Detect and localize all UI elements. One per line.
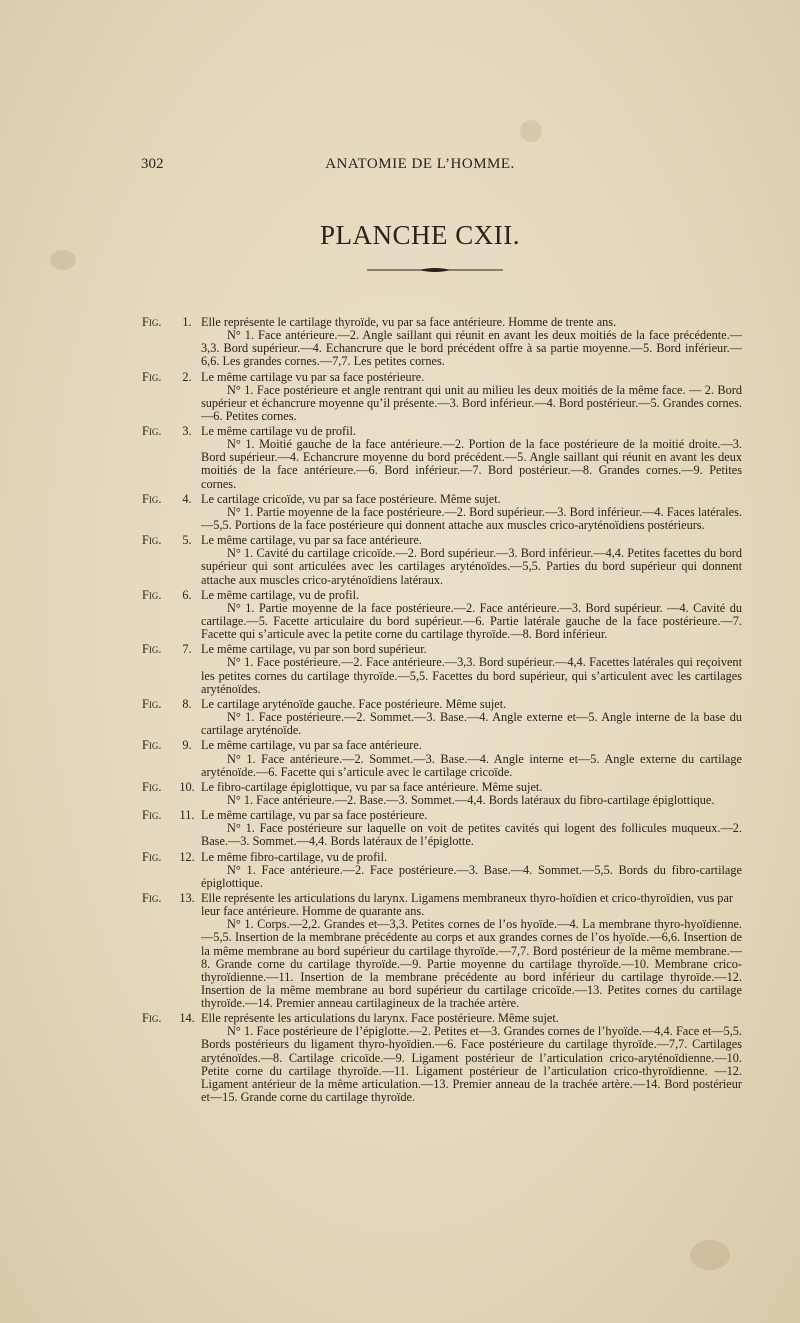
ornamental-rule	[367, 267, 503, 273]
figure-description: Le même cartilage, vu par sa face antérieure.	[201, 533, 422, 548]
figure-entry	[142, 1012, 742, 1104]
paper-stain	[520, 120, 542, 142]
figure-entry	[142, 643, 742, 695]
figure-entry	[142, 698, 742, 737]
figure-label: Fig.	[142, 424, 162, 439]
figure-description: Elle représente les articulations du larynx. Ligamens membraneux thyro-hoïdien et crico-thyroïdien, vus par leur face antérieure. Homme de quarante ans.	[201, 891, 734, 919]
figure-number: 13.	[179, 891, 195, 906]
figure-entry	[142, 493, 742, 532]
figure-label: Fig.	[142, 849, 162, 864]
paper-stain	[50, 250, 76, 270]
figure-legend: N° 1. Face postérieure et angle rentrant qui unit au milieu les deux moitiés de la même face. — 2. Bord supérieur et échancrure moyenne qu’il présente.—3. Bord inférieur.—4. Bord postérieur.—5. Grandes cornes.—6. Petites cornes.	[201, 382, 742, 423]
figure-entry	[142, 425, 742, 490]
figure-number: 8.	[182, 696, 192, 711]
figure-description: Le cartilage aryténoïde gauche. Face postérieure. Même sujet.	[201, 696, 507, 711]
running-head: ANATOMIE DE L’HOMME.	[325, 156, 515, 172]
figure-entry	[142, 809, 742, 848]
figure-legend: N° 1. Face antérieure.—2. Face postérieure.—3. Base.—4. Sommet.—5,5. Bords du fibro-cartilage épiglottique.	[201, 862, 742, 890]
figure-number: 3.	[182, 424, 192, 439]
figure-legend: N° 1. Face postérieure de l’épiglotte.—2. Petites et—3. Grandes cornes de l’hyoïde.—4,4. Face et—5,5. Bords postérieurs du ligament thyro-hyoïdien.—6. Face postérieure du cartilage thyroïde.—7,7. Cartilages aryténoïdes.—8. Cartilage cricoïde.—9. Ligament postérieur de l’articulation crico-aryténoïdienne.—10. Petite corne du cartilage thyroïde.—11. Ligament postérieur de l’articulation crico-thyroïdienne. —12. Ligament antérieur de la même articulation.—13. Premier anneau de la trachée artère.—14. Bord postérieur et—15. Grande corne du cartilage thyroïde.	[201, 1024, 742, 1104]
plate-title: PLANCHE CXII.	[320, 220, 520, 250]
figure-number: 10.	[179, 779, 195, 794]
figure-label: Fig.	[142, 369, 162, 384]
figure-legend: N° 1. Moitié gauche de la face antérieure.—2. Portion de la face postérieure de la moitié droite.—3. Bord supérieur.—4. Echancrure moyenne du bord précédent.—5. Angle saillant qui réunit en avant les deux moitiés de la face antérieure.—6. Bord inférieur.—7. Bord postérieur.—8. Grandes cornes.—9. Petites cornes.	[201, 437, 742, 491]
figure-description: Le même cartilage, vu par sa face antérieure.	[201, 738, 422, 753]
figure-entry	[142, 589, 742, 641]
figure-label: Fig.	[142, 587, 162, 602]
figure-entry	[142, 892, 742, 1010]
figure-description: Le même cartilage, vu de profil.	[201, 587, 360, 602]
figure-description: Le fibro-cartilage épiglottique, vu par sa face antérieure. Même sujet.	[201, 779, 543, 794]
figure-description: Elle représente le cartilage thyroïde, vu par sa face antérieure. Homme de trente ans.	[201, 315, 617, 329]
figure-number: 9.	[182, 738, 192, 753]
figure-number: 1.	[182, 315, 192, 329]
figure-number: 5.	[182, 533, 192, 548]
figure-list	[142, 316, 742, 1106]
figure-label: Fig.	[142, 491, 162, 506]
figure-legend: N° 1. Partie moyenne de la face postérieure.—2. Bord supérieur.—3. Bord inférieur.—4. Faces latérales.—5,5. Portions de la face postérieure qui donnent attache aux muscles crico-aryténoïdiens postérieurs.	[201, 504, 742, 532]
figure-number: 12.	[179, 849, 195, 864]
figure-entry	[142, 781, 742, 807]
figure-legend: N° 1. Face antérieure.—2. Angle saillant qui réunit en avant les deux moitiés de la face précédente.—3,3. Bord supérieur.—4. Echancrure que le bord précédent offre à sa partie moyenne.—5. Bord inférieur.—6,6. Les grandes cornes.—7,7. Les petites cornes.	[201, 328, 742, 369]
figure-legend: N° 1. Face antérieure.—2. Base.—3. Sommet.—4,4. Bords latéraux du fibro-cartilage épiglottique.	[227, 792, 715, 807]
figure-legend: N° 1. Face postérieure.—2. Face antérieure.—3,3. Bord supérieur.—4,4. Facettes latérales qui reçoivent les petites cornes du cartilage thyroïde.—5,5. Facettes du bord supérieur, qui s’articulent avec les cartilages aryténoïdes.	[201, 655, 742, 696]
figure-description: Le même cartilage vu par sa face postérieure.	[201, 369, 425, 384]
figure-number: 14.	[179, 1011, 195, 1026]
figure-label: Fig.	[142, 779, 162, 794]
figure-legend: N° 1. Partie moyenne de la face postérieure.—2. Face antérieure.—3. Bord supérieur. —4. Cavité du cartilage.—5. Facette articulaire du bord supérieur.—6. Partie latérale gauche de la face postérieure.—7. Facette qui s’articule avec la petite corne du cartilage thyroïde.—8. Bord inférieur.	[201, 600, 742, 642]
figure-entry	[142, 316, 742, 368]
figure-description: Le même fibro-cartilage, vu de profil.	[201, 849, 388, 864]
figure-description: Le cartilage cricoïde, vu par sa face postérieure. Même sujet.	[201, 491, 501, 506]
figure-number: 2.	[182, 369, 192, 384]
figure-description: Le même cartilage, vu par son bord supérieur.	[201, 642, 427, 657]
figure-legend: N° 1. Cavité du cartilage cricoïde.—2. Bord supérieur.—3. Bord inférieur.—4,4. Petites facettes du bord supérieur qui sont articulées avec les cartilages aryténoïdes.—5,5. Parties du bord supérieur qui donnent attache aux muscles crico-aryténoïdiens latéraux.	[201, 546, 742, 587]
figure-label: Fig.	[142, 808, 162, 823]
figure-label: Fig.	[142, 1011, 162, 1026]
figure-label: Fig.	[142, 738, 162, 753]
figure-legend: N° 1. Face postérieure sur laquelle on voit de petites cavités qui logent des follicules muqueux.—2. Base.—3. Sommet.—4,4. Bords latéraux de l’épiglotte.	[201, 821, 742, 849]
figure-description: Le même cartilage, vu par sa face postérieure.	[201, 808, 428, 823]
figure-description: Le même cartilage vu de profil.	[201, 424, 357, 439]
figure-label: Fig.	[142, 315, 162, 329]
figure-number: 7.	[182, 642, 192, 657]
figure-label: Fig.	[142, 891, 162, 906]
figure-description: Elle représente les articulations du larynx. Face postérieure. Même sujet.	[201, 1011, 559, 1026]
figure-label: Fig.	[142, 533, 162, 548]
paper-stain	[690, 1240, 730, 1270]
figure-entry	[142, 371, 742, 423]
figure-entry	[142, 534, 742, 586]
figure-label: Fig.	[142, 642, 162, 657]
figure-legend: N° 1. Corps.—2,2. Grandes et—3,3. Petites cornes de l’os hyoïde.—4. La membrane thyro-hyoïdienne.—5,5. Insertion de la membrane précédente au corps et aux grandes cornes de l’os hyoïde.—6,6. Insertion de la même membrane au bord supérieur du cartilage thyroïde.—7,7. Bord postérieur de la même membrane.—8. Grande corne du cartilage thyroïde.—9. Partie moyenne du cartilage thyroïde.—10. Membrane crico-thyroïdienne.—11. Insertion de la membrane précédente au bord inférieur du cartilage thyroïde.—12. Insertion de la même membrane au bord supérieur du cartilage cricoïde.—13. Petites cornes du cartilage thyroïde.—14. Premier anneau cartilagineux de la trachée artère.	[201, 917, 742, 1010]
figure-entry	[142, 739, 742, 778]
figure-entry	[142, 851, 742, 890]
figure-number: 6.	[182, 587, 192, 602]
figure-number: 4.	[182, 491, 192, 506]
figure-legend: N° 1. Face postérieure.—2. Sommet.—3. Base.—4. Angle externe et—5. Angle interne de la base du cartilage aryténoïde.	[201, 710, 742, 738]
figure-number: 11.	[179, 808, 195, 823]
figure-label: Fig.	[142, 696, 162, 711]
figure-legend: N° 1. Face antérieure.—2. Sommet.—3. Base.—4. Angle interne et—5. Angle externe du cartilage aryténoïde.—6. Facette qui s’articule avec le cartilage cricoïde.	[201, 751, 742, 779]
page-number: 302	[141, 156, 164, 172]
